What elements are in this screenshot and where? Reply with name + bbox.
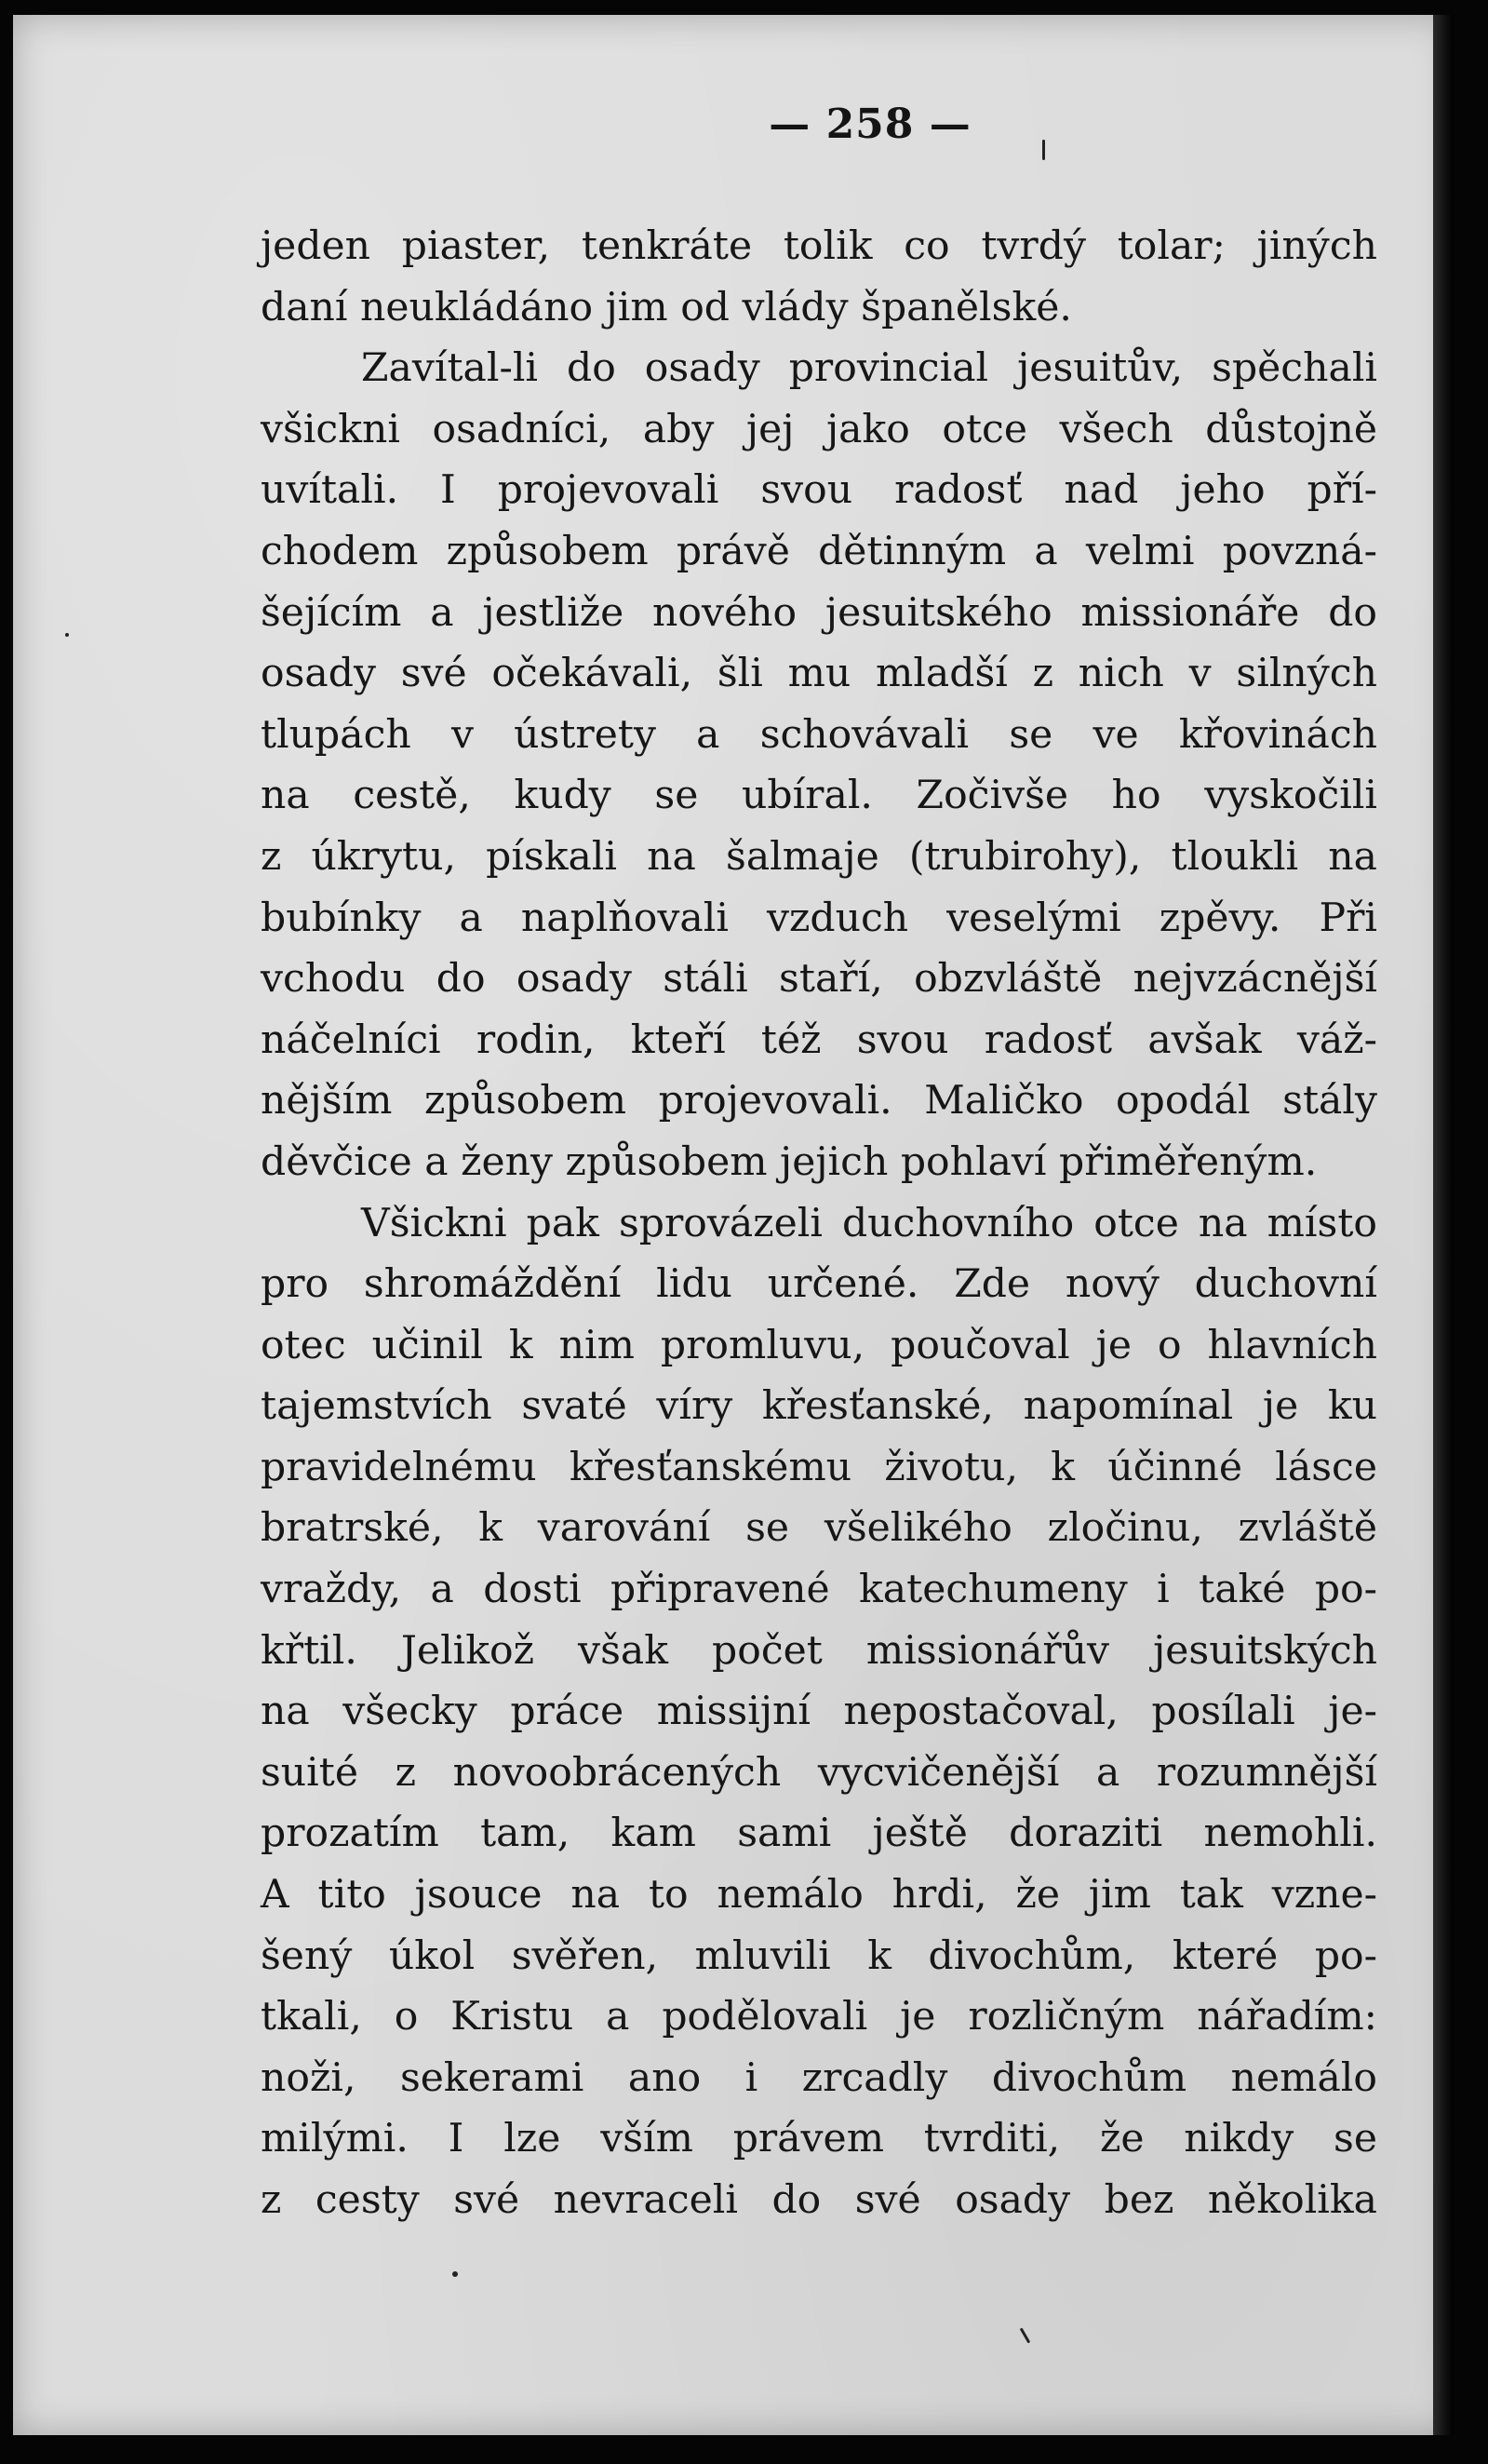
body-text [261,216,1377,2231]
text-line: chodem způsobem právě dětinným a velmi povzná- [261,528,1377,574]
page-number: — 258 — [769,101,972,148]
ink-speck [1042,140,1045,160]
text-line: náčelníci rodin, kteří též svou radosť avšak váž- [261,1017,1377,1063]
text-line: pro shromáždění lidu určené. Zde nový duchovní [261,1261,1377,1308]
text-line: bratrské, k varování se všelikého zločinu, zvláště [261,1505,1377,1552]
text-line: křtil. Jelikož však počet missionářův jesuitských [261,1627,1377,1674]
text-line: vchodu do osady stáli staří, obzvláště nejvzácnější [261,956,1377,1003]
text-line: A tito jsouce na to nemálo hrdi, že jim tak vzne- [261,1872,1377,1919]
text-line: Zavítal-li do osady provincial jesuitův, spěchali [361,345,1377,392]
text-line: bubínky a naplňovali vzduch veselými zpěvy. Při [261,895,1377,941]
text-line: uvítali. I projevovali svou radosť nad jeho pří- [261,467,1377,514]
ink-speck [65,633,69,637]
text-line: Všickni pak sprovázeli duchovního otce na místo [361,1200,1377,1246]
page-edge-shadow [1433,15,1454,2435]
text-line: na všecky práce missijní nepostačoval, posílali je- [261,1689,1377,1735]
text-line: daní neukládáno jim od vlády španělské. [261,284,1072,330]
text-line: pravidelnému křesťanskému životu, k účinné lásce [261,1444,1377,1490]
text-line: děvčice a ženy způsobem jejich pohlaví přiměřeným. [261,1138,1318,1185]
text-line: tlupách v ústrety a schovávali se ve křovinách [261,711,1377,758]
text-line: všickni osadníci, aby jej jako otce všech důstojně [261,406,1377,452]
text-line: šejícím a jestliže nového jesuitského missionáře do [261,589,1377,636]
text-line: vraždy, a dosti připravené katechumeny i také po- [261,1567,1377,1613]
text-line: tkali, o Kristu a podělovali je rozličným nářadím: [261,1994,1377,2040]
text-line: tajemstvích svaté víry křesťanské, napomínal je ku [261,1383,1377,1430]
text-line: šený úkol svěřen, mluvili k divochům, které po- [261,1932,1377,1979]
text-line: osady své očekávali, šli mu mladší z nich v silných [261,651,1377,697]
text-line: na cestě, kudy se ubíral. Zočivše ho vyskočili [261,773,1377,819]
text-line: suité z novoobrácených vycvičenější a rozumnější [261,1749,1377,1796]
text-line: prozatím tam, kam sami ještě doraziti nemohli. [261,1811,1377,1857]
text-line: milými. I lze vším právem tvrditi, že nikdy se [261,2116,1377,2162]
text-line: z cesty své nevraceli do své osady bez několika [261,2177,1377,2223]
text-line: otec učinil k nim promluvu, poučoval je o hlavních [261,1322,1377,1368]
text-line: noži, sekerami ano i zrcadly divochům nemálo [261,2054,1377,2101]
text-line: nějším způsobem projevovali. Maličko opodál stály [261,1078,1377,1124]
ink-speck [452,2271,458,2277]
text-line: jeden piaster, tenkráte tolik co tvrdý tolar; jiných [261,223,1377,269]
text-line: z úkrytu, pískali na šalmaje (trubirohy), tloukli na [261,833,1377,880]
